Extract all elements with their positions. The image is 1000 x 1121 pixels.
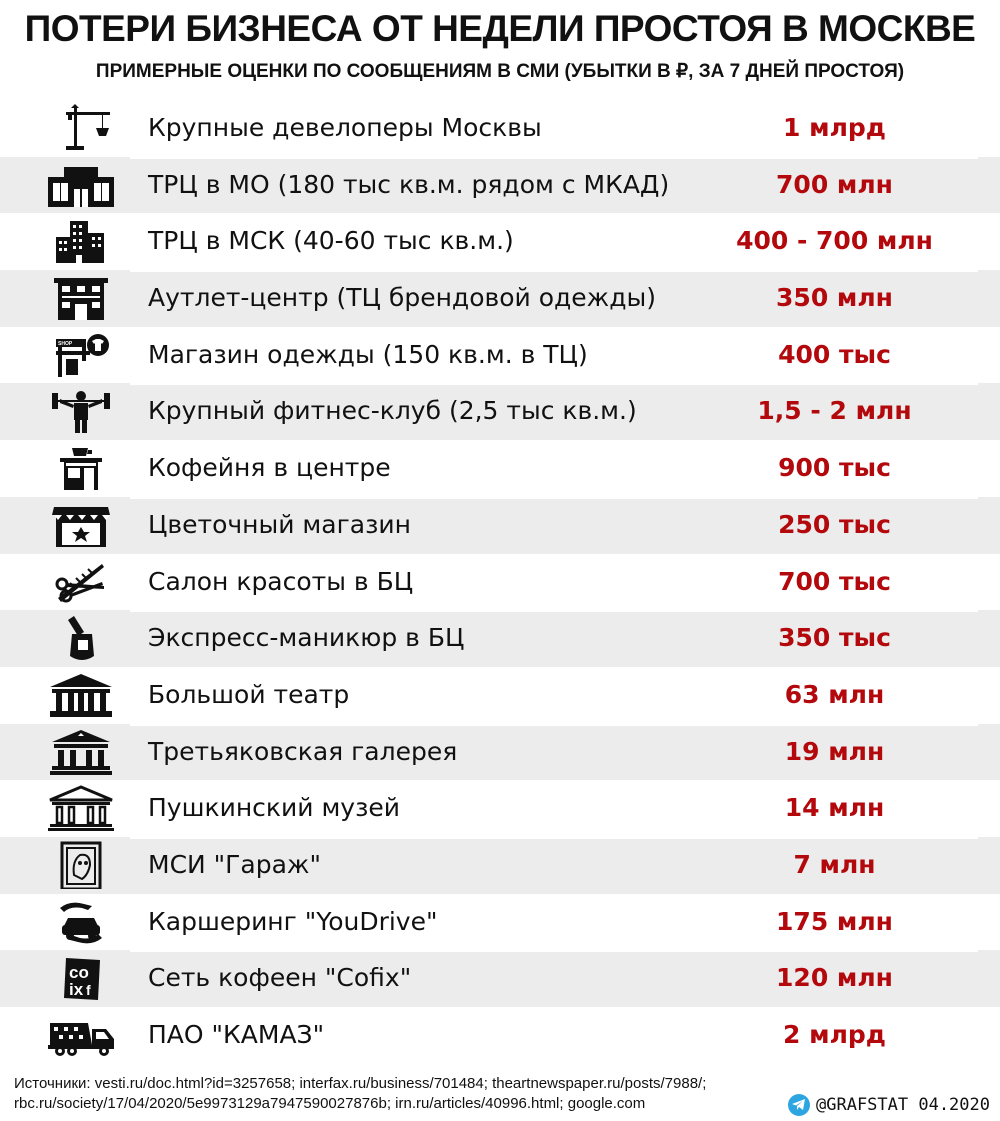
row-value: 7 млн xyxy=(793,849,876,879)
table-row xyxy=(0,1007,1000,1064)
row-value: 120 млн xyxy=(776,963,893,993)
row-value: 350 млн xyxy=(776,283,893,313)
sources-line-1: Источники: vesti.ru/doc.html?id=3257658; interfax.ru/business/701484; theartnewspaper.ru/posts/7988/; xyxy=(14,1075,707,1092)
svg-text:SHOP: SHOP xyxy=(58,340,73,347)
svg-text:f: f xyxy=(86,982,91,999)
clothing-shop-icon xyxy=(44,331,118,379)
credit xyxy=(788,1093,990,1117)
row-value: 350 тыс xyxy=(778,623,891,653)
row-value: 400 - 700 млн xyxy=(736,226,933,256)
row-label: Пушкинский музей xyxy=(148,793,401,823)
row-label: ТРЦ в МСК (40-60 тыс кв.м.) xyxy=(148,226,514,256)
row-label: Магазин одежды (150 кв.м. в ТЦ) xyxy=(148,339,588,369)
table-row xyxy=(0,780,1000,837)
sources-note xyxy=(14,1074,804,1114)
row-label: Экспресс-маникюр в БЦ xyxy=(148,623,465,653)
row-value: 900 тыс xyxy=(778,453,891,483)
table-row xyxy=(0,667,1000,724)
row-label: Цветочный магазин xyxy=(148,509,411,539)
row-value: 2 млрд xyxy=(783,1020,886,1049)
row-value: 400 тыс xyxy=(778,339,891,369)
table-row xyxy=(0,497,1000,554)
row-label: ПАО "КАМАЗ" xyxy=(148,1020,325,1049)
table-row xyxy=(0,724,1000,781)
row-value: 19 млн xyxy=(784,736,885,766)
mall-icon xyxy=(44,161,118,209)
table-row xyxy=(0,610,1000,667)
row-value: 700 млн xyxy=(776,169,893,199)
table-row xyxy=(0,837,1000,894)
nail-polish-icon xyxy=(44,614,118,662)
credit-text: @GRAFSTAT 04.2020 xyxy=(816,1095,990,1115)
table-row xyxy=(0,894,1000,951)
picture-frame-icon xyxy=(44,841,118,889)
row-label: МСИ "Гараж" xyxy=(148,849,321,879)
table-row xyxy=(0,270,1000,327)
loss-table xyxy=(0,100,1000,1064)
telegram-icon xyxy=(788,1094,810,1116)
row-label: Большой театр xyxy=(148,679,350,709)
table-row xyxy=(0,554,1000,611)
row-label: Салон красоты в БЦ xyxy=(148,566,414,596)
page-subtitle: ПРИМЕРНЫЕ ОЦЕНКИ ПО СООБЩЕНИЯМ В СМИ (УБЫТКИ В ₽, ЗА 7 ДНЕЙ ПРОСТОЯ) xyxy=(95,61,905,82)
svg-text:co: co xyxy=(69,963,89,983)
car-sharing-icon xyxy=(44,898,118,946)
table-row xyxy=(0,383,1000,440)
gallery-icon xyxy=(44,728,118,776)
row-value: 63 млн xyxy=(784,679,885,709)
scissors-comb-icon xyxy=(44,558,118,606)
row-label: Кофейня в центре xyxy=(148,453,391,483)
row-label: Крупный фитнес-клуб (2,5 тыс кв.м.) xyxy=(148,396,637,426)
cofix-logo-icon xyxy=(44,954,118,1002)
coffee-shop-icon xyxy=(44,444,118,492)
svg-text:ix: ix xyxy=(69,980,84,1000)
table-row xyxy=(0,950,1000,1007)
theater-icon xyxy=(44,671,118,719)
crane-icon xyxy=(44,104,118,152)
row-label: ТРЦ в МО (180 тыс кв.м. рядом с МКАД) xyxy=(148,169,670,199)
store-building-icon xyxy=(44,274,118,322)
weightlifter-icon xyxy=(44,387,118,435)
flower-shop-icon xyxy=(44,501,118,549)
row-value: 175 млн xyxy=(776,906,893,936)
table-row xyxy=(0,440,1000,497)
row-label: Аутлет-центр (ТЦ брендовой одежды) xyxy=(148,283,656,313)
row-value: 1,5 - 2 млн xyxy=(757,396,912,426)
dump-truck-icon xyxy=(44,1011,118,1059)
page-title: ПОТЕРИ БИЗНЕСА ОТ НЕДЕЛИ ПРОСТОЯ В МОСКВЕ xyxy=(24,8,976,49)
table-row xyxy=(0,100,1000,157)
table-row xyxy=(0,327,1000,384)
row-label: Третьяковская галерея xyxy=(148,736,458,766)
row-label: Крупные девелоперы Москвы xyxy=(148,113,542,142)
row-value: 1 млрд xyxy=(783,113,886,142)
row-label: Сеть кофеен "Cofix" xyxy=(148,963,412,993)
city-buildings-icon xyxy=(44,217,118,265)
row-value: 14 млн xyxy=(784,793,885,823)
row-label: Каршеринг "YouDrive" xyxy=(148,906,438,936)
museum-icon xyxy=(44,784,118,832)
sources-line-2: rbc.ru/society/17/04/2020/5e9973129a7947590027876b; irn.ru/articles/40996.html; google.com xyxy=(14,1095,646,1112)
row-value: 700 тыс xyxy=(778,566,891,596)
row-value: 250 тыс xyxy=(778,509,891,539)
table-row xyxy=(0,213,1000,270)
table-row xyxy=(0,157,1000,214)
